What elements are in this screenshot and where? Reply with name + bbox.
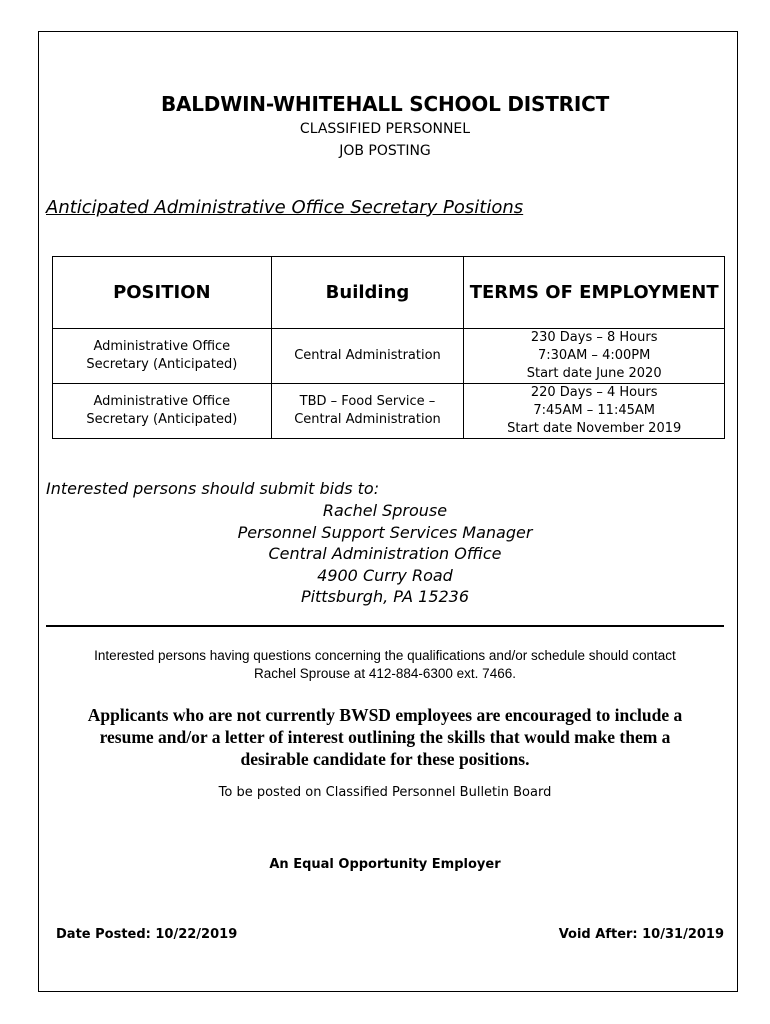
header-terms: TERMS OF EMPLOYMENT (464, 257, 725, 329)
cell-line: Start date November 2019 (507, 421, 682, 436)
questions-line: Interested persons having questions concerning the qualifications and/or schedule should contact (94, 648, 676, 663)
table-row (53, 329, 725, 384)
divider (46, 625, 724, 627)
contact-block (0, 500, 770, 608)
table-row (53, 384, 725, 439)
applicants-note (56, 704, 714, 770)
cell-terms (464, 384, 725, 439)
questions-note (46, 647, 724, 683)
cell-building (271, 384, 464, 439)
cell-line: Secretary (Anticipated) (86, 412, 238, 427)
applicants-line: Applicants who are not currently BWSD employees are encouraged to include a (87, 705, 683, 725)
table-header-row (53, 257, 725, 329)
header-building: Building (271, 257, 464, 329)
equal-opportunity-statement: An Equal Opportunity Employer (269, 857, 501, 872)
cell-building (271, 329, 464, 384)
cell-line: Central Administration (294, 412, 441, 427)
date-posted: Date Posted: 10/22/2019 (56, 927, 238, 942)
header-position: POSITION (53, 257, 272, 329)
applicants-line: desirable candidate for these positions. (240, 749, 530, 769)
positions-table (52, 256, 725, 439)
applicants-line: resume and/or a letter of interest outlining the skills that would make them a (99, 727, 671, 747)
district-title: BALDWIN-WHITEHALL SCHOOL DISTRICT (160, 92, 610, 116)
cell-line: 220 Days – 4 Hours (530, 385, 658, 400)
questions-line: Rachel Sprouse at 412-884-6300 ext. 7466. (254, 666, 516, 681)
cell-line: 230 Days – 8 Hours (530, 330, 658, 345)
subtitle-classified: CLASSIFIED PERSONNEL (299, 121, 471, 137)
cell-line: TBD – Food Service – (299, 394, 436, 409)
cell-line: 7:30AM – 4:00PM (538, 348, 651, 363)
cell-line: Administrative Office (93, 339, 231, 354)
cell-line: Start date June 2020 (526, 366, 662, 381)
cell-terms (464, 329, 725, 384)
subtitle-job-posting: JOB POSTING (339, 143, 431, 159)
void-after: Void After: 10/31/2019 (558, 927, 724, 942)
posting-note: To be posted on Classified Personnel Bulletin Board (218, 785, 552, 800)
contact-office: Central Administration Office (268, 544, 502, 563)
cell-position (53, 329, 272, 384)
cell-line: Central Administration (294, 348, 441, 363)
cell-line: Secretary (Anticipated) (86, 357, 238, 372)
section-heading: Anticipated Administrative Office Secretary Positions (46, 197, 524, 218)
cell-position (53, 384, 272, 439)
contact-name: Rachel Sprouse (322, 501, 448, 520)
contact-title: Personnel Support Services Manager (237, 522, 533, 542)
contact-street: 4900 Curry Road (317, 565, 453, 585)
bids-intro: Interested persons should submit bids to: (46, 479, 380, 498)
contact-city: Pittsburgh, PA 15236 (300, 587, 470, 606)
cell-line: 7:45AM – 11:45AM (533, 403, 655, 418)
cell-line: Administrative Office (93, 394, 231, 409)
